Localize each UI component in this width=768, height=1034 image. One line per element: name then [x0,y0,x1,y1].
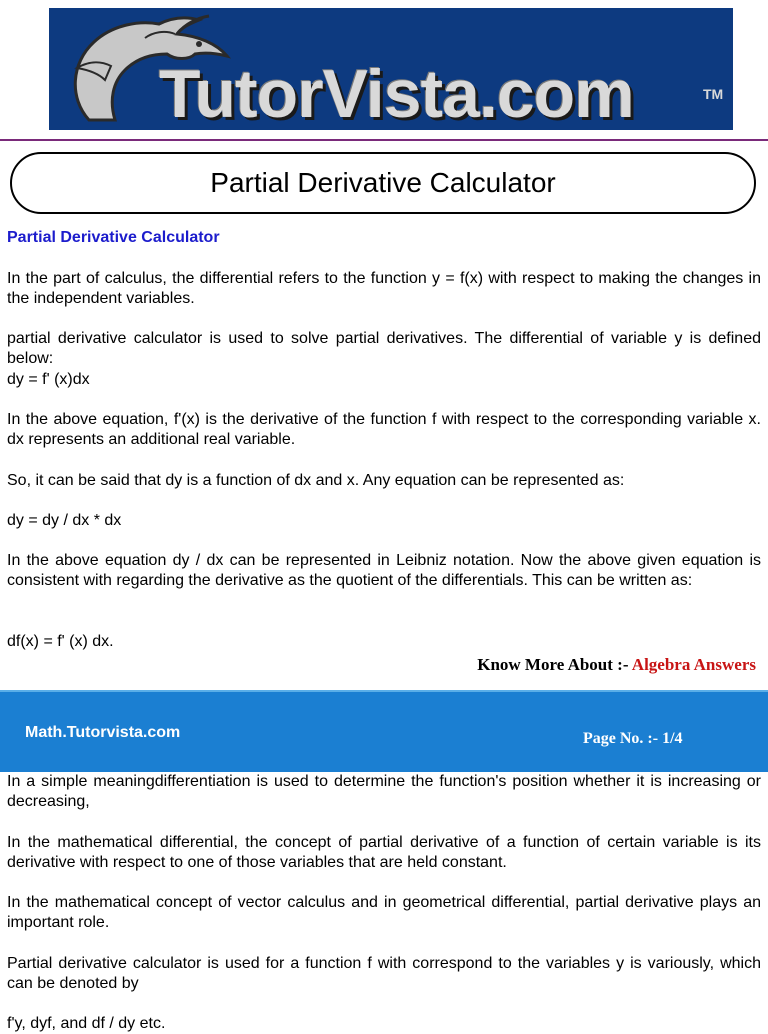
paragraph: In the mathematical concept of vector calculus and in geometrical differential, partial derivative plays an important role. [7,894,761,931]
equation: dy = dy / dx * dx [7,512,122,529]
divider [0,139,768,141]
page-title: Partial Derivative Calculator [210,167,556,198]
site-link[interactable]: Math.Tutorvista.com [25,724,181,741]
paragraph: In the mathematical differential, the concept of partial derivative of a function of certain variable is its derivative with respect to one of those variables that are held constant. [7,834,761,871]
paragraph: In a simple meaningdifferentiation is used to determine the function's position whether it is increasing or decreasing, [7,773,761,810]
section-heading: Partial Derivative Calculator [7,229,220,246]
paragraph: In the above equation dy / dx can be represented in Leibniz notation. Now the above given equation is consistent with regarding the derivative as the quotient of the differentials. This can be written as: [7,552,761,589]
brand-wordmark: TutorVista.com [159,56,634,130]
page-number: Page No. :- 1/4 [583,730,683,747]
know-more-line [477,655,756,675]
equation: dy = f' (x)dx [7,371,90,388]
paragraph: In the above equation, f'(x) is the derivative of the function f with respect to the corresponding variable x. dx represents an additional real variable. [7,411,761,448]
paragraph: f'y, dyf, and df / dy etc. [7,1015,166,1032]
header-banner [49,8,733,130]
footer-bar [0,690,768,772]
title-box [10,152,756,214]
paragraph: Partial derivative calculator is used for a function f with correspond to the variables y is variously, which can be denoted by [7,955,761,992]
algebra-answers-link[interactable]: Algebra Answers [631,655,756,674]
equation: df(x) = f' (x) dx. [7,633,114,650]
know-more-label: Know More About :- [477,655,632,674]
paragraph: In the part of calculus, the differential refers to the function y = f(x) with respect to making the changes in the independent variables. [7,270,761,307]
trademark-mark: TM [703,86,724,102]
paragraph: So, it can be said that dy is a function of dx and x. Any equation can be represented as: [7,472,625,489]
paragraph: partial derivative calculator is used to solve partial derivatives. The differential of variable y is defined below: [7,330,761,367]
